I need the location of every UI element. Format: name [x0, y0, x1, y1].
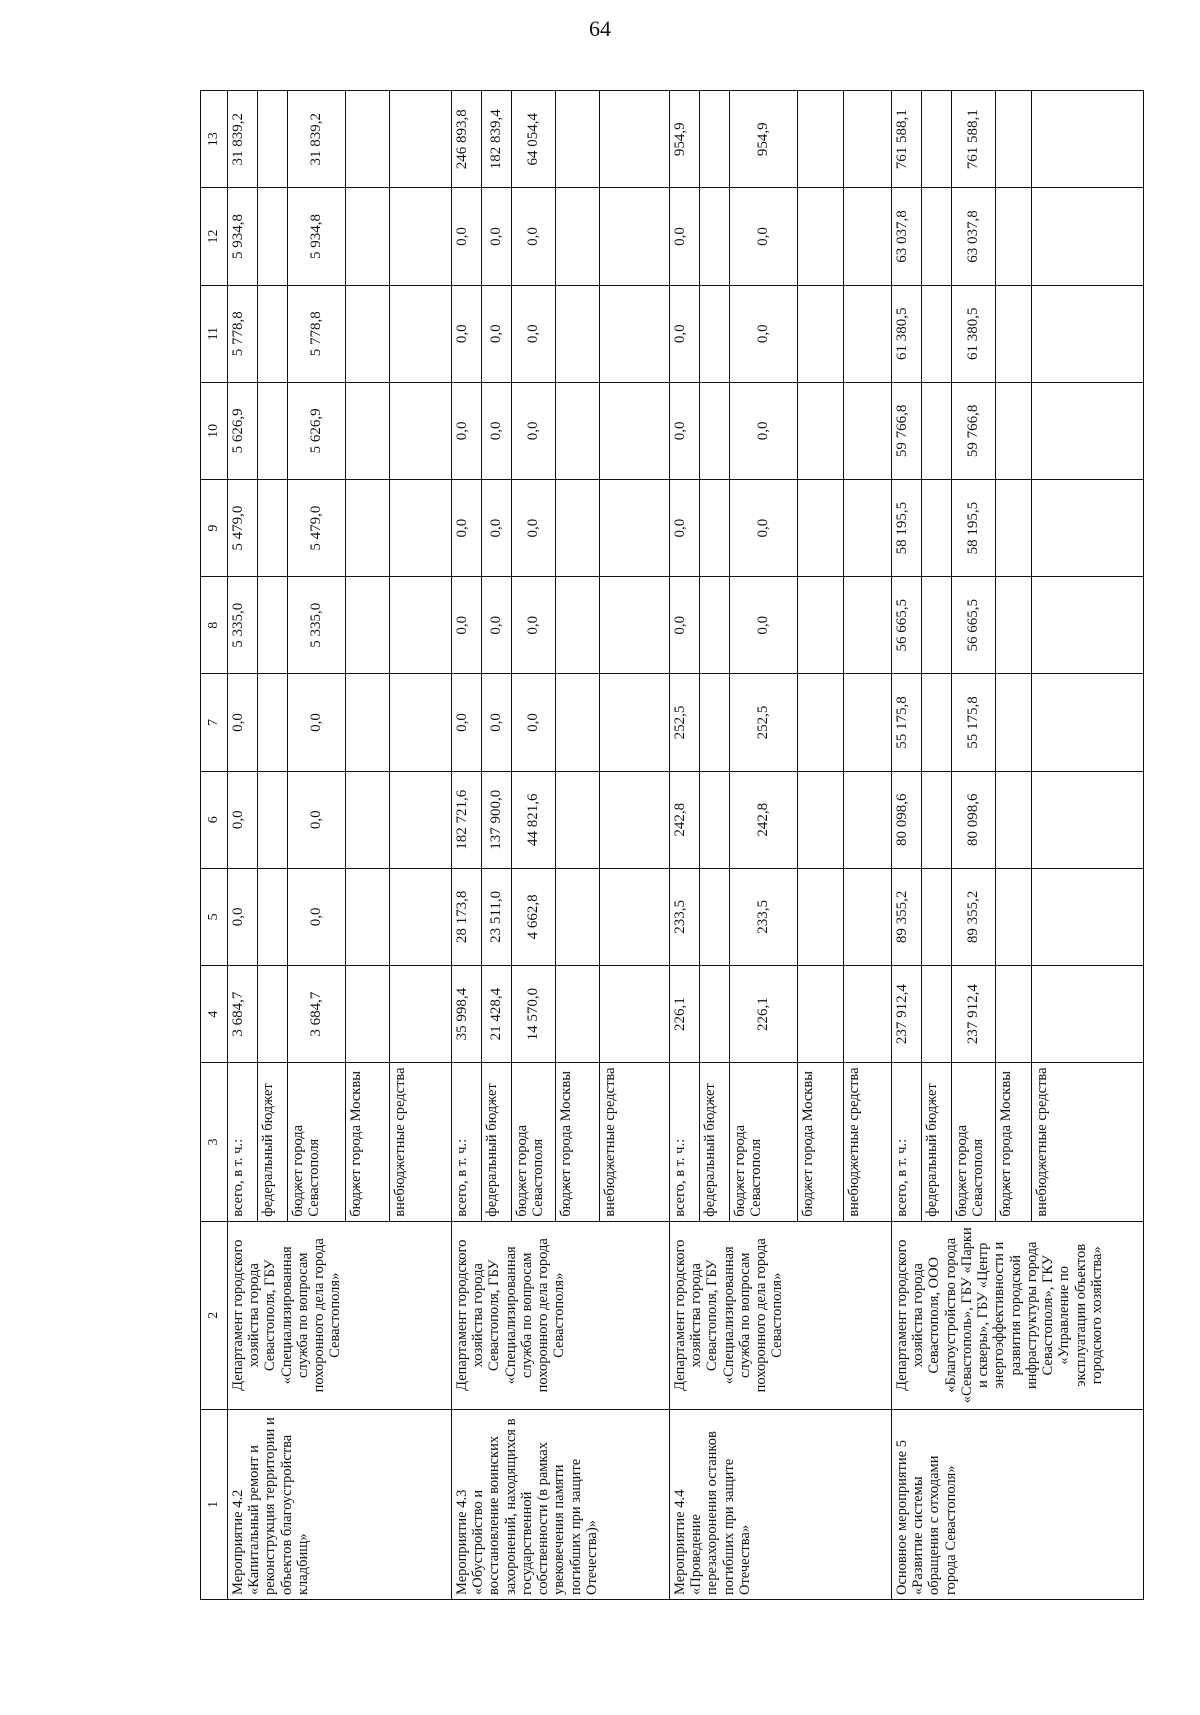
funding-source-cell: внебюджетные средства — [844, 1063, 892, 1222]
value-cell: 21 428,4 — [482, 966, 512, 1063]
value-cell: 0,0 — [452, 382, 482, 479]
funding-source-cell: всего, в т. ч.: — [452, 1063, 482, 1222]
value-cell — [258, 577, 288, 674]
value-cell: 0,0 — [512, 382, 556, 479]
value-cell — [844, 479, 892, 576]
funding-source-cell: всего, в т. ч.: — [892, 1063, 922, 1222]
value-cell: 0,0 — [228, 674, 258, 771]
column-header: 3 — [201, 1063, 228, 1222]
value-cell: 63 037,8 — [952, 188, 996, 285]
value-cell — [700, 382, 730, 479]
column-header: 4 — [201, 966, 228, 1063]
value-cell: 0,0 — [452, 674, 482, 771]
value-cell — [346, 674, 390, 771]
budget-table — [200, 90, 1144, 1600]
value-cell — [700, 771, 730, 868]
funding-source-cell: бюджет города Москвы — [346, 1063, 390, 1222]
value-cell — [922, 966, 952, 1063]
value-cell: 56 665,5 — [952, 577, 996, 674]
value-cell — [700, 966, 730, 1063]
value-cell — [346, 966, 390, 1063]
funding-source-cell: внебюджетные средства — [390, 1063, 452, 1222]
value-cell: 226,1 — [730, 966, 798, 1063]
value-cell: 0,0 — [452, 188, 482, 285]
value-cell: 31 839,2 — [288, 91, 346, 188]
value-cell: 5 335,0 — [228, 577, 258, 674]
value-cell — [600, 868, 670, 965]
value-cell: 0,0 — [482, 285, 512, 382]
table-row — [670, 91, 700, 1600]
value-cell — [390, 91, 452, 188]
value-cell — [798, 91, 844, 188]
funding-source-cell: бюджет города Москвы — [798, 1063, 844, 1222]
value-cell — [798, 868, 844, 965]
value-cell: 80 098,6 — [952, 771, 996, 868]
value-cell: 233,5 — [730, 868, 798, 965]
value-cell: 0,0 — [512, 577, 556, 674]
value-cell — [346, 868, 390, 965]
column-header: 11 — [201, 285, 228, 382]
value-cell — [996, 479, 1032, 576]
funding-source-cell: внебюджетные средства — [1032, 1063, 1144, 1222]
funding-source-cell: всего, в т. ч.: — [228, 1063, 258, 1222]
value-cell: 44 821,6 — [512, 771, 556, 868]
value-cell — [996, 188, 1032, 285]
value-cell — [600, 188, 670, 285]
column-header: 12 — [201, 188, 228, 285]
value-cell — [996, 771, 1032, 868]
value-cell: 28 173,8 — [452, 868, 482, 965]
event-name-cell: Основное мероприятие 5 «Развитие системы обращения с отходами города Севастополя» — [892, 1409, 1144, 1599]
value-cell — [390, 188, 452, 285]
value-cell — [258, 868, 288, 965]
value-cell: 252,5 — [670, 674, 700, 771]
value-cell: 237 912,4 — [892, 966, 922, 1063]
value-cell: 246 893,8 — [452, 91, 482, 188]
value-cell: 954,9 — [730, 91, 798, 188]
value-cell — [996, 966, 1032, 1063]
value-cell — [600, 382, 670, 479]
value-cell: 89 355,2 — [952, 868, 996, 965]
value-cell — [922, 382, 952, 479]
funding-source-cell: федеральный бюджет — [258, 1063, 288, 1222]
value-cell: 58 195,5 — [952, 479, 996, 576]
value-cell — [1032, 674, 1144, 771]
column-header: 8 — [201, 577, 228, 674]
value-cell — [346, 479, 390, 576]
value-cell — [922, 868, 952, 965]
column-header: 2 — [201, 1221, 228, 1409]
value-cell — [996, 285, 1032, 382]
value-cell — [258, 479, 288, 576]
rotated-table-wrapper — [200, 90, 1105, 1600]
value-cell: 5 479,0 — [288, 479, 346, 576]
value-cell — [600, 577, 670, 674]
funding-source-cell: бюджет города Севастополя — [288, 1063, 346, 1222]
value-cell — [844, 868, 892, 965]
value-cell: 0,0 — [482, 577, 512, 674]
value-cell — [556, 188, 600, 285]
value-cell: 63 037,8 — [892, 188, 922, 285]
funding-source-cell: бюджет города Севастополя — [730, 1063, 798, 1222]
value-cell — [922, 577, 952, 674]
funding-source-cell: бюджет города Севастополя — [952, 1063, 996, 1222]
value-cell — [556, 382, 600, 479]
value-cell — [844, 674, 892, 771]
value-cell — [258, 91, 288, 188]
value-cell: 0,0 — [730, 188, 798, 285]
funding-source-cell: федеральный бюджет — [922, 1063, 952, 1222]
value-cell — [922, 674, 952, 771]
value-cell — [844, 966, 892, 1063]
value-cell: 5 778,8 — [228, 285, 258, 382]
value-cell: 137 900,0 — [482, 771, 512, 868]
value-cell — [700, 577, 730, 674]
value-cell — [390, 771, 452, 868]
value-cell: 89 355,2 — [892, 868, 922, 965]
value-cell: 23 511,0 — [482, 868, 512, 965]
funding-source-cell: федеральный бюджет — [700, 1063, 730, 1222]
value-cell: 31 839,2 — [228, 91, 258, 188]
value-cell — [600, 285, 670, 382]
value-cell — [556, 966, 600, 1063]
value-cell: 226,1 — [670, 966, 700, 1063]
value-cell — [700, 188, 730, 285]
value-cell — [798, 479, 844, 576]
value-cell: 954,9 — [670, 91, 700, 188]
value-cell: 0,0 — [482, 188, 512, 285]
value-cell — [1032, 382, 1144, 479]
value-cell: 55 175,8 — [952, 674, 996, 771]
value-cell — [798, 966, 844, 1063]
value-cell — [798, 382, 844, 479]
column-header: 6 — [201, 771, 228, 868]
value-cell: 182 721,6 — [452, 771, 482, 868]
value-cell — [258, 966, 288, 1063]
value-cell — [258, 188, 288, 285]
value-cell: 0,0 — [288, 868, 346, 965]
value-cell — [556, 868, 600, 965]
value-cell — [1032, 479, 1144, 576]
value-cell: 761 588,1 — [952, 91, 996, 188]
page-number: 64 — [589, 16, 611, 41]
table-row — [228, 91, 258, 1600]
value-cell: 0,0 — [512, 479, 556, 576]
value-cell — [346, 188, 390, 285]
value-cell: 0,0 — [452, 479, 482, 576]
column-header: 9 — [201, 479, 228, 576]
value-cell: 0,0 — [482, 674, 512, 771]
value-cell — [556, 577, 600, 674]
value-cell: 242,8 — [670, 771, 700, 868]
value-cell: 3 684,7 — [288, 966, 346, 1063]
value-cell: 0,0 — [670, 285, 700, 382]
value-cell — [556, 674, 600, 771]
value-cell: 5 934,8 — [228, 188, 258, 285]
value-cell — [700, 91, 730, 188]
value-cell: 0,0 — [730, 285, 798, 382]
funding-source-cell: бюджет города Москвы — [556, 1063, 600, 1222]
value-cell — [798, 285, 844, 382]
value-cell: 0,0 — [482, 479, 512, 576]
value-cell — [922, 188, 952, 285]
value-cell — [996, 577, 1032, 674]
value-cell — [1032, 868, 1144, 965]
value-cell — [996, 91, 1032, 188]
value-cell — [1032, 966, 1144, 1063]
value-cell: 5 626,9 — [228, 382, 258, 479]
value-cell — [1032, 577, 1144, 674]
executor-cell: Департамент городского хозяйства города Севастополя, ГБУ «Специализированная служба по вопросам похоронного дела города Севастополя» — [452, 1221, 670, 1409]
value-cell — [922, 91, 952, 188]
event-name-cell: Мероприятие 4.2 «Капитальный ремонт и реконструкция территории и объектов благоустройства кладбищ» — [228, 1409, 452, 1599]
value-cell: 0,0 — [670, 479, 700, 576]
value-cell — [390, 382, 452, 479]
value-cell — [556, 479, 600, 576]
value-cell — [258, 382, 288, 479]
value-cell — [258, 285, 288, 382]
funding-source-cell: внебюджетные средства — [600, 1063, 670, 1222]
value-cell: 0,0 — [452, 285, 482, 382]
value-cell — [600, 479, 670, 576]
value-cell: 5 335,0 — [288, 577, 346, 674]
column-header: 10 — [201, 382, 228, 479]
value-cell: 4 662,8 — [512, 868, 556, 965]
funding-source-cell: бюджет города Москвы — [996, 1063, 1032, 1222]
value-cell — [346, 382, 390, 479]
value-cell: 0,0 — [228, 868, 258, 965]
executor-cell: Департамент городского хозяйства города Севастополя, ГБУ «Специализированная служба по вопросам похоронного дела города Севастополя» — [670, 1221, 892, 1409]
column-header: 1 — [201, 1409, 228, 1599]
column-header: 5 — [201, 868, 228, 965]
value-cell — [258, 771, 288, 868]
value-cell — [798, 188, 844, 285]
value-cell: 14 570,0 — [512, 966, 556, 1063]
value-cell: 3 684,7 — [228, 966, 258, 1063]
value-cell — [700, 868, 730, 965]
header-row — [201, 91, 228, 1600]
value-cell: 0,0 — [452, 577, 482, 674]
value-cell — [1032, 188, 1144, 285]
value-cell — [390, 479, 452, 576]
value-cell — [600, 91, 670, 188]
value-cell: 56 665,5 — [892, 577, 922, 674]
value-cell: 0,0 — [228, 771, 258, 868]
value-cell — [390, 868, 452, 965]
value-cell — [390, 577, 452, 674]
value-cell — [1032, 771, 1144, 868]
value-cell: 761 588,1 — [892, 91, 922, 188]
value-cell — [996, 674, 1032, 771]
value-cell — [346, 771, 390, 868]
value-cell — [798, 674, 844, 771]
value-cell — [390, 674, 452, 771]
value-cell — [556, 771, 600, 868]
value-cell: 182 839,4 — [482, 91, 512, 188]
funding-source-cell: бюджет города Севастополя — [512, 1063, 556, 1222]
value-cell — [700, 285, 730, 382]
value-cell — [600, 674, 670, 771]
value-cell: 0,0 — [670, 188, 700, 285]
value-cell: 0,0 — [512, 188, 556, 285]
value-cell — [844, 285, 892, 382]
value-cell — [844, 382, 892, 479]
value-cell: 5 778,8 — [288, 285, 346, 382]
value-cell — [556, 91, 600, 188]
value-cell — [390, 285, 452, 382]
value-cell — [258, 674, 288, 771]
value-cell: 5 626,9 — [288, 382, 346, 479]
value-cell — [844, 577, 892, 674]
value-cell: 0,0 — [512, 285, 556, 382]
value-cell: 0,0 — [288, 674, 346, 771]
executor-cell: Департамент городского хозяйства города Севастополя, ООО «Благоустройство города «Севастополь», ГБУ «Парки и скверы», ГБУ «Центр энергоэффективности и развития городской инфраструктуры города Севастополя», ГКУ «Управление по эксплуатации объектов городского хозяйства» — [892, 1221, 1144, 1409]
value-cell: 0,0 — [730, 577, 798, 674]
value-cell — [922, 285, 952, 382]
value-cell — [844, 188, 892, 285]
table-row — [452, 91, 482, 1600]
value-cell — [600, 966, 670, 1063]
value-cell — [556, 285, 600, 382]
value-cell: 59 766,8 — [892, 382, 922, 479]
value-cell: 61 380,5 — [952, 285, 996, 382]
value-cell: 252,5 — [730, 674, 798, 771]
value-cell: 0,0 — [730, 479, 798, 576]
value-cell — [798, 771, 844, 868]
value-cell — [700, 674, 730, 771]
funding-source-cell: всего, в т. ч.: — [670, 1063, 700, 1222]
value-cell: 233,5 — [670, 868, 700, 965]
value-cell: 35 998,4 — [452, 966, 482, 1063]
value-cell: 58 195,5 — [892, 479, 922, 576]
value-cell — [390, 966, 452, 1063]
value-cell — [1032, 285, 1144, 382]
column-header: 7 — [201, 674, 228, 771]
value-cell: 0,0 — [482, 382, 512, 479]
executor-cell: Департамент городского хозяйства города Севастополя, ГБУ «Специализированная служба по вопросам похоронного дела города Севастополя» — [228, 1221, 452, 1409]
value-cell: 80 098,6 — [892, 771, 922, 868]
value-cell: 0,0 — [288, 771, 346, 868]
value-cell: 5 934,8 — [288, 188, 346, 285]
value-cell — [996, 382, 1032, 479]
value-cell: 5 479,0 — [228, 479, 258, 576]
value-cell: 0,0 — [670, 382, 700, 479]
value-cell: 55 175,8 — [892, 674, 922, 771]
value-cell — [600, 771, 670, 868]
funding-source-cell: федеральный бюджет — [482, 1063, 512, 1222]
table-row — [892, 91, 922, 1600]
value-cell: 64 054,4 — [512, 91, 556, 188]
value-cell — [922, 771, 952, 868]
value-cell — [844, 91, 892, 188]
event-name-cell: Мероприятие 4.3 «Обустройство и восстановление воинских захоронений, находящихся в государственной собственности (в рамках увековечения памяти погибших при защите Отечества)» — [452, 1409, 670, 1599]
value-cell — [844, 771, 892, 868]
event-name-cell: Мероприятие 4.4 «Проведение перезахоронения останков погибших при защите Отечества» — [670, 1409, 892, 1599]
value-cell: 242,8 — [730, 771, 798, 868]
value-cell — [1032, 91, 1144, 188]
value-cell — [922, 479, 952, 576]
value-cell: 61 380,5 — [892, 285, 922, 382]
value-cell: 0,0 — [512, 674, 556, 771]
value-cell — [346, 91, 390, 188]
value-cell — [798, 577, 844, 674]
value-cell — [700, 479, 730, 576]
column-header: 13 — [201, 91, 228, 188]
value-cell — [346, 577, 390, 674]
value-cell — [996, 868, 1032, 965]
value-cell: 0,0 — [670, 577, 700, 674]
table-body — [228, 91, 1144, 1600]
value-cell: 0,0 — [730, 382, 798, 479]
value-cell: 237 912,4 — [952, 966, 996, 1063]
value-cell — [346, 285, 390, 382]
value-cell: 59 766,8 — [952, 382, 996, 479]
